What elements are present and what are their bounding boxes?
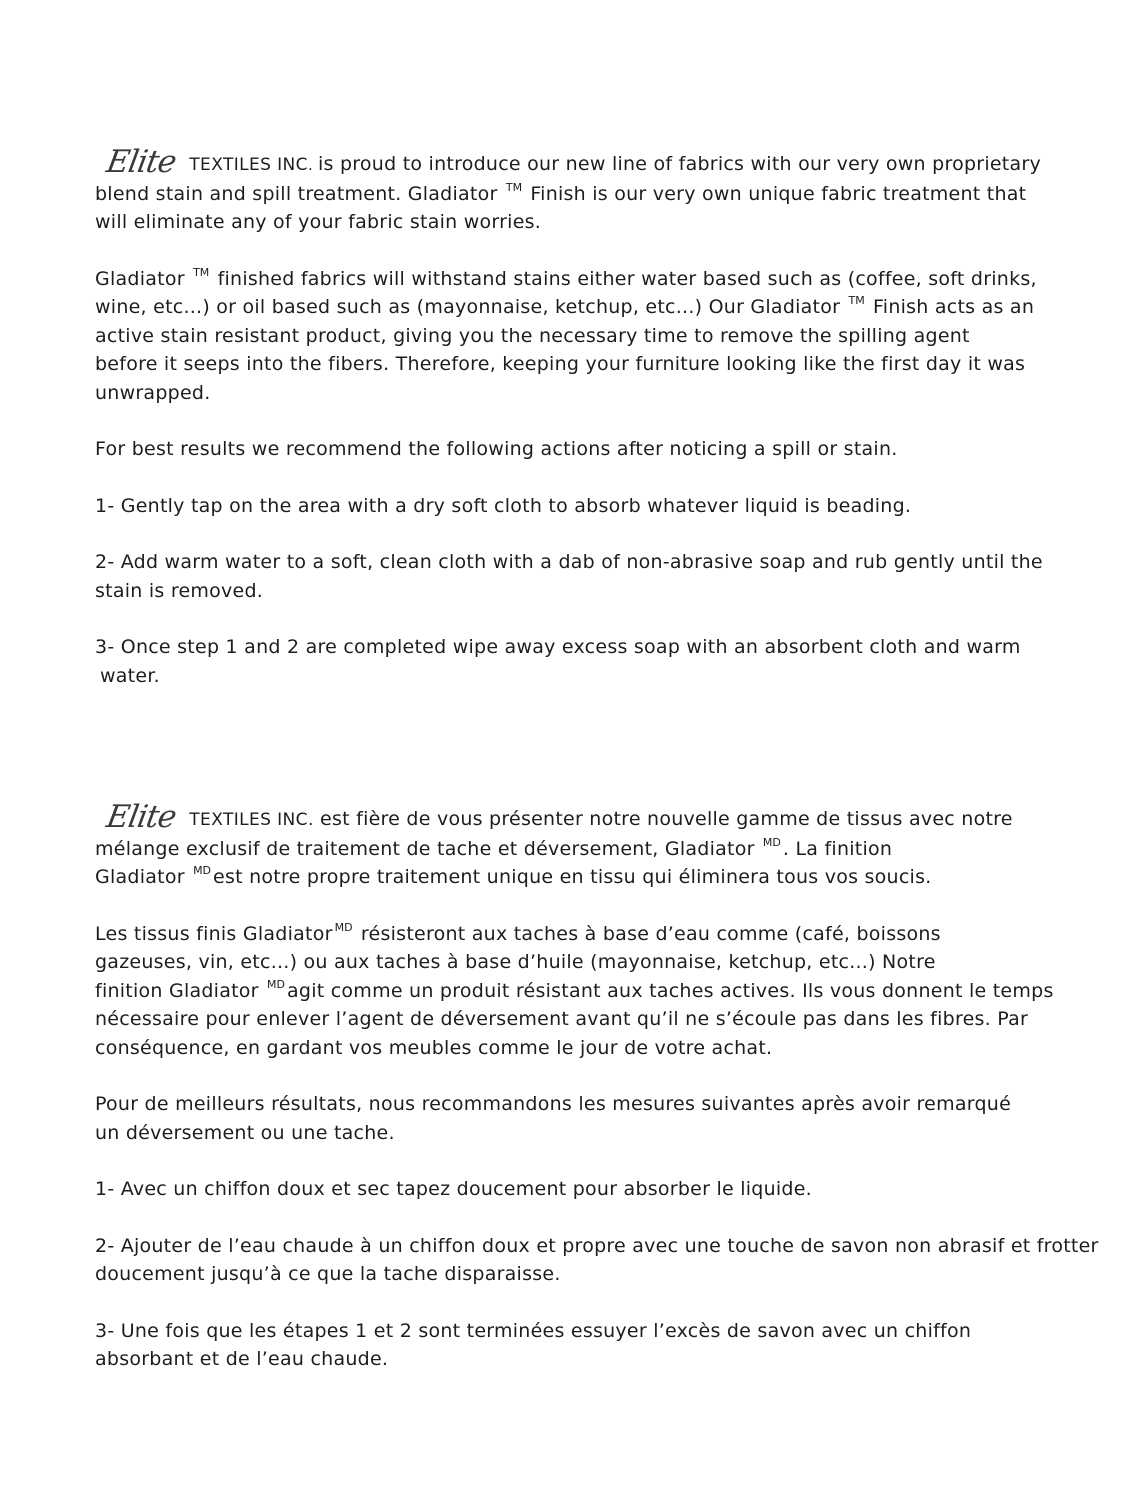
elite-logo: Elite	[103, 144, 179, 180]
french-recommendation: Pour de meilleurs résultats, nous recommandons les mesures suivantes après avoir remarqué un déversement ou une tache.	[95, 1093, 1012, 1144]
brand-name: TEXTILES INC	[189, 155, 308, 175]
english-step-3: 3- Once step 1 and 2 are completed wipe away excess soap with an absorbent cloth and warm water.	[95, 636, 1021, 687]
trademark-mark: TM	[848, 294, 865, 307]
french-gladiator-paragraph: Les tissus finis Gladiator $^{MD}$ résisteront aux taches à base d’eau comme (café, boissons gazeuses, vin, etc...) ou aux taches à base d’huile (mayonnaise, ketchup, etc...) Notre finition Gladiator $^{MD}$ agit comme un produit résistant aux taches actives. Ils vous donnent le temps nécessaire pour enlever l’agent de déversement avant qu’il ne s’écoule pas dans les fibres. Par conséquence, en gardant vos meubles comme le jour de votre achat.	[95, 920, 1054, 1059]
registered-mark-md: MD	[334, 920, 353, 934]
english-section	[95, 144, 1125, 690]
intro-line-2: blend stain and spill treatment. Gladiator ™ Finish is our very own unique fabric treatment that	[95, 180, 1027, 205]
registered-mark-md: MD	[762, 835, 781, 849]
registered-mark-md: MD	[267, 977, 286, 991]
intro-line-1: Elite TEXTILES INC. is proud to introduce our new line of fabrics with our very own proprietary	[103, 144, 1041, 180]
french-step-1: 1- Avec un chiffon doux et sec tapez doucement pour absorber le liquide.	[95, 1178, 812, 1200]
brand-name: TEXTILES INC.	[189, 810, 314, 830]
french-step-2: 2- Ajouter de l’eau chaude à un chiffon doux et propre avec une touche de savon non abrasif et frotter doucement jusqu’à ce que la tache disparaisse.	[95, 1234, 1099, 1285]
french-intro-paragraph: Elite TEXTILES INC. est fière de vous présenter notre nouvelle gamme de tissus avec notre mélange exclusif de traitement de tache et déversement, Gladiator $^{MD}$ . La finition Gladiator $^{MD}$ est notre propre traitement unique en tissu qui éliminera tous vos soucis.	[95, 799, 1013, 888]
trademark-mark: TM	[193, 265, 210, 279]
french-section	[95, 799, 1125, 1374]
english-step-2: 2- Add warm water to a soft, clean cloth with a dab of non-abrasive soap and rub gently until the stain is removed.	[95, 551, 1043, 602]
trademark-mark: TM	[505, 180, 523, 194]
english-intro-paragraph	[95, 144, 1125, 237]
english-step-1: 1- Gently tap on the area with a dry soft cloth to absorb whatever liquid is beading.	[95, 494, 912, 517]
english-recommendation: For best results we recommend the following actions after noticing a spill or stain.	[95, 438, 898, 460]
french-step-3: 3- Une fois que les étapes 1 et 2 sont terminées essuyer l’excès de savon avec un chiffon absorbant et de l’eau chaude.	[95, 1319, 972, 1370]
intro-line-3: will eliminate any of your fabric stain worries.	[95, 211, 542, 233]
registered-mark-md: MD	[193, 864, 212, 877]
elite-logo: Elite	[103, 799, 179, 835]
english-gladiator-paragraph: Gladiator ™ finished fabrics will withstand stains either water based such as (coffee, soft drinks, wine, etc...) or oil based such as (mayonnaise, ketchup, etc...) Our Gladiator ™ Finish acts as an active stain resistant product, giving you the necessary time to remove the spilling agent before it seeps into the fibers. Therefore, keeping your furniture looking like the first day it was unwrapped.	[95, 265, 1037, 404]
